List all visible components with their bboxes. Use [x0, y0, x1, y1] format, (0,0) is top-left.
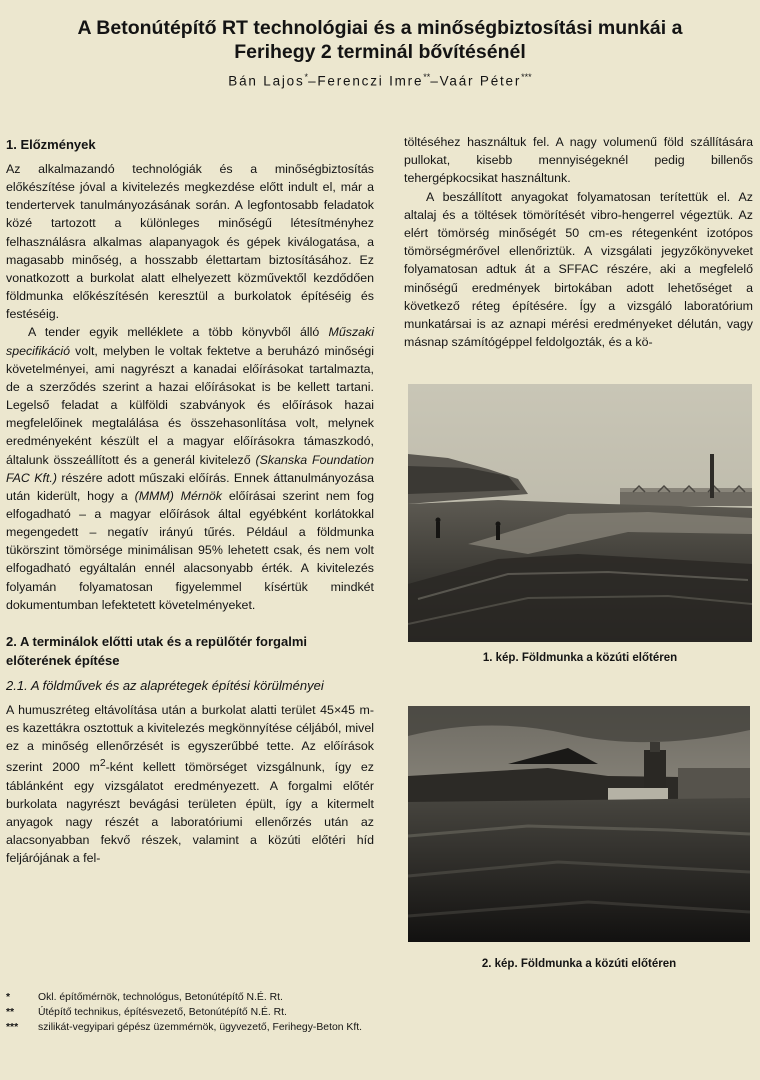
author-1-mark: * [304, 72, 309, 82]
section-1-heading: 1. Előzmények [6, 137, 96, 152]
footnote-mark: *** [6, 1022, 19, 1033]
figure-2-caption: 2. kép. Földmunka a közúti előtéren [481, 958, 677, 970]
author-separator-1: – [308, 73, 318, 89]
s2-text-a: A humuszréteg eltávolítása után a burkolat alatti terület 45×45 m-es kazettákra osztottuk a kivitelezés megkönnyítése céljából, mivel ez a minőség ellenőrzését is egyszerűbbé tette. Az előírások szerint 2000 m [6, 702, 374, 775]
subsection-2-1-heading: 2.1. A földművek és az alaprétegek építési körülményei [6, 677, 324, 693]
article-title [20, 16, 740, 64]
section-1-paragraph-1: Az alkalmazandó technológiák és a minőségbiztosítás előkészítése jóval a kivitelezés megkezdése előtt indult el, már a tendertervek tanulmányozásának során. A legfontosabb feladatok közé tartozott a különleges minőségű létesítményhez felhasználásra alkalmas alapanyagok és gépek kiválogatása, a magasabb minőség, a hosszabb élettartam biztosításához. Ez vonatkozott a burkolat alatt elhelyezett közművektől kezdődően földmunka előkészítésén keresztül a burkolatok építéséig és festéséig. [6, 162, 374, 322]
section-1-paragraph-2 [6, 323, 374, 614]
author-line [20, 72, 740, 89]
s2-text-b: -ként kellett tömörséget vizsgálnunk, így ez táblánként egy vizsgálatot eredményezett. A forgalmi előtér burkolata nagyrészt bevágási területen épült, így a kitermelt anyagok nagy részét a laboratóriumi ellenőrzés után az alacsonyabban fekvő részek, valamint a közúti előtéri híd feljárójának a fel- [6, 760, 374, 866]
author-2: Ferenczi Imre [317, 73, 424, 89]
author-separator-2: – [430, 73, 440, 89]
photo-earthwork-2 [408, 706, 750, 942]
figure-1-caption: 1. kép. Földmunka a közúti előtéren [482, 652, 678, 664]
right-column [404, 133, 753, 351]
p2-text-b: volt, melyben le voltak fektetve a beruházó minőségi követelményei, ami nagyrészt a kanadai előírásokat tartalmazta, de a szerződés szerint a hazai előírásokat is be kellett tartani. Legelső feladat a külföldi szabványok és előírások hazai megfelelőinek megtalálása és összehasonlítása volt, melynek eredményeként készült el a magyar előírásokra támaszkodó, általunk összeállított és a generál kivitelező [6, 343, 374, 467]
footnote-item [6, 990, 506, 1005]
p2-emphasis-mmm: (MMM) Mérnök [134, 488, 222, 503]
author-1: Bán Lajos [228, 73, 305, 89]
footnote-text: Útépítő technikus, építésvezető, Betonútépítő N.É. Rt. [38, 1007, 287, 1018]
author-2-mark: ** [423, 72, 431, 82]
footnote-text: Okl. építőmérnök, technológus, Betonútépítő N.É. Rt. [38, 992, 283, 1003]
right-paragraph-2: A beszállított anyagokat folyamatosan terítettük el. Az altalaj és a töltések tömörítését vibro-hengerrel végeztük. Az elért tömörség minőségét 50 cm-es rétegenként izotópos tömörségmérővel ellenőriztük. A vizsgálati jegyzőkönyveket folyamatosan adtuk át a SFFAC részére, aki a megfelelő minőségű eredmények birtokában adott lehetőséget a következő réteg építésére. Így a vizsgáló laboratórium munkatársai is az aznapi mérési eredményeket délután, vagy másnap számítógéppel feldolgozták, és a kö- [404, 189, 753, 350]
section-2-paragraph-1 [6, 701, 374, 868]
author-3-mark: *** [521, 72, 532, 82]
s2-superscript: 2 [99, 758, 106, 770]
left-column [6, 135, 374, 867]
title-line-2: Ferihegy 2 terminál bővítésénél [234, 41, 526, 63]
photo-earthwork-1 [408, 384, 752, 642]
p2-text-a: A tender egyik melléklete a több könyvből álló [28, 325, 329, 340]
section-2-heading: 2. A terminálok előtti utak és a repülőtér forgalmi előterének építése [6, 633, 307, 668]
footnote-item [6, 1020, 506, 1035]
footnote-mark: ** [6, 1007, 15, 1018]
p2-text-d: előírásai szerint nem fog elfogadható – a magyar előírások által egyébként korlátokkal megengedett – negatív irányú tűrés. Például a földmunka tükörszint tömörsége minimálisan 95% lehetett csak, és nem volt elfogadható egyáltalán ennél alacsonyabb érték. A kivitelezés folyamán folyamatosan figyelemmel kísértük mindkét dokumentumban lefektetett követelményeket. [6, 488, 374, 612]
title-line-1: A Betonútépítő RT technológiai és a minőségbiztosítási munkái a [77, 17, 683, 39]
right-paragraph-1: töltéséhez használtuk fel. A nagy volumenű föld szállítására pullokat, kisebb mennyiségeknél pedig billenős tehergépkocsikat használtunk. [404, 135, 753, 186]
footnote-text: szilikát-vegyipari gépész üzemmérnök, ügyvezető, Ferihegy-Beton Kft. [38, 1022, 362, 1033]
footnote-mark: * [6, 992, 11, 1003]
footnotes [6, 990, 506, 1035]
author-3: Vaár Péter [439, 73, 522, 89]
p2-text-c: részére adott műszaki előírás. Ennek áttanulmányozása után kiderült, hogy a [6, 470, 374, 503]
p2-emphasis-skanska: (Skanska Foundation FAC Kft.) [6, 452, 374, 485]
p2-emphasis-spec: Műszaki specifikáció [6, 325, 374, 358]
footnote-item [6, 1005, 506, 1020]
